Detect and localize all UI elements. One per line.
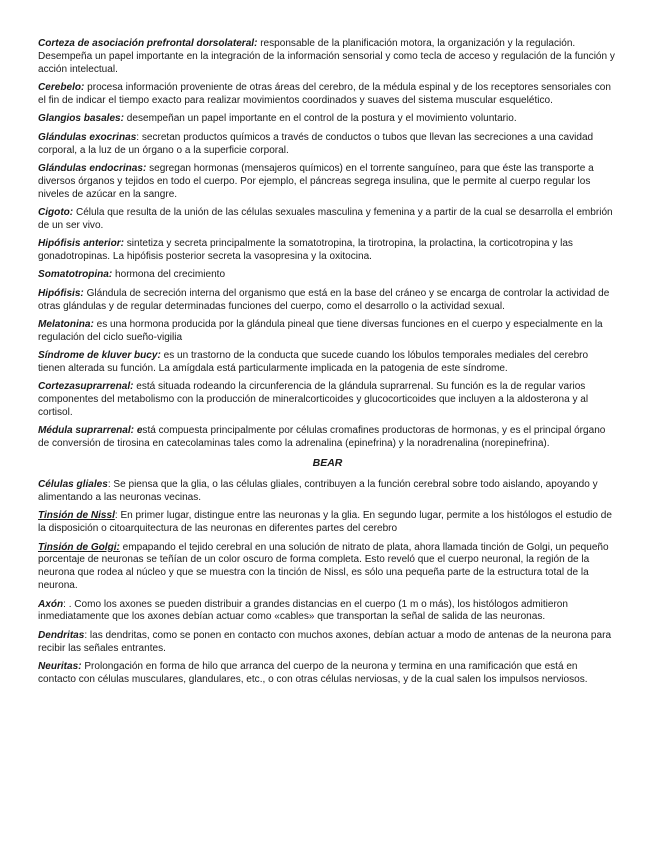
entry-dendritas bbox=[38, 630, 617, 656]
entry-term: Cortezasuprarrenal: bbox=[38, 381, 134, 393]
entry-term: Glangios basales: bbox=[38, 113, 124, 125]
entry-neuritas bbox=[38, 661, 617, 687]
entry-term: Cigoto: bbox=[38, 206, 74, 218]
entry-text: responsable de la planificación motora, la organización y la regulación. Desempeña un papel importante en la integración de la información sensorial y como tecla de acceso y regulación de la función y acción intelectual. bbox=[38, 38, 615, 75]
entry-term: Hipófisis: bbox=[38, 287, 84, 299]
entry-text: desempeñan un papel importante en el control de la postura y el movimiento voluntario. bbox=[124, 113, 517, 125]
entry-hipofisis bbox=[38, 288, 617, 314]
entry-term: Axón bbox=[38, 598, 64, 610]
entry-melatonina bbox=[38, 319, 617, 345]
entry-term: Síndrome de kluver bucy: bbox=[38, 350, 161, 362]
entry-text: Glándula de secreción interna del organismo que está en la base del cráneo y se encarga de controlar la actividad de otras glándulas y de regular determinadas funciones del cuerpo, como el desarrollo o la actividad sexual. bbox=[38, 287, 610, 312]
entry-glandulas-endocrinas bbox=[38, 163, 617, 202]
entry-cerebelo bbox=[38, 82, 617, 108]
entry-text: hormona del crecimiento bbox=[112, 269, 226, 281]
entry-term: Glándulas endocrinas: bbox=[38, 162, 147, 174]
entry-term: Dendritas bbox=[38, 629, 85, 641]
entry-text: : . Como los axones se pueden distribuir a grandes distancias en el cuerpo (1 m o más), los histólogos admitieron inmediatamente que los axones debían actuar como «cables» que transportan la señal de salida de las neuronas. bbox=[38, 598, 568, 623]
entry-text: empapando el tejido cerebral en una solución de nitrato de plata, ahora llamada tinción de Golgi, un pequeño porcentaje de neuronas se teñían de un color oscuro de forma completa. Esto reveló que el cuerpo neuronal, la región de la neurona que rodea al núcleo y que se muestra con la tinción de Nissl, es sólo una pequeña parte de la estructura total de la neurona. bbox=[38, 541, 609, 592]
entry-text: sintetiza y secreta principalmente la somatotropina, la tirotropina, la prolactina, la corticotropina y las gonadotropinas. La hipófisis posterior secreta la vasopresina y la oxitocina. bbox=[38, 238, 573, 263]
entry-tinsion-golgi bbox=[38, 542, 617, 594]
entry-text: Célula que resulta de la unión de las células sexuales masculina y femenina y a partir de la cual se desarrolla el embrión de un ser vivo. bbox=[38, 206, 613, 231]
section-heading: BEAR bbox=[312, 457, 343, 470]
entry-text: es un trastorno de la conducta que sucede cuando los lóbulos temporales mediales del cerebro tienen alterada su función. La amígdala está particularmente implicada en la patogenia de este síndrome. bbox=[38, 350, 589, 374]
entry-hipofisis-anterior bbox=[38, 238, 617, 264]
entry-term: Médula suprarrenal: e bbox=[38, 425, 143, 437]
entry-term: Hipófisis anterior: bbox=[38, 238, 124, 250]
entry-term: Corteza de asociación prefrontal dorsolateral: bbox=[38, 38, 258, 49]
entry-corteza-prefrontal bbox=[38, 38, 617, 77]
entry-term: Cerebelo: bbox=[38, 82, 85, 94]
entry-cigoto bbox=[38, 207, 617, 233]
entry-text: Prolongación en forma de hilo que arranca del cuerpo de la neurona y termina en una ramificación que está en contacto con células musculares, glandulares, etc., o con otras células nerviosas, y de la cual salen los impulsos nerviosos. bbox=[38, 660, 588, 685]
entry-term: Neuritas: bbox=[38, 660, 82, 672]
entry-text: está situada rodeando la circunferencia de la glándula suprarrenal. Su función es la de regular varios componentes del metabolismo con la producción de mineralcorticoides y glucocorticoides que incluyen a la aldosterona y al cortisol. bbox=[38, 381, 589, 419]
entry-somatotropina bbox=[38, 269, 617, 282]
entry-term: Glándulas exocrinas bbox=[38, 131, 137, 143]
entry-axon bbox=[38, 599, 617, 625]
entry-term: Tinsión de Nissl bbox=[38, 510, 115, 522]
entry-text: stá compuesta principalmente por células cromafines productoras de hormonas, y es el principal órgano de conversión de tirosina en catecolaminas tales como la adrenalina (epinefrina) y la noradrenalina (norepinefrina). bbox=[38, 425, 606, 450]
entry-term: Tinsión de Golgi: bbox=[38, 541, 120, 553]
entry-medula-suprarrenal bbox=[38, 425, 617, 451]
entry-text: segregan hormonas (mensajeros químicos) en el torrente sanguíneo, para que éste las transporte a diversos órganos y tejidos en todo el cuerpo. Por ejemplo, el páncreas segrega insulina, que le permite al cuerpo regular los niveles de azúcar en la sangre. bbox=[38, 162, 594, 200]
entry-text: procesa información proveniente de otras áreas del cerebro, de la médula espinal y de los receptores sensoriales con el fin de indicar el tiempo exacto para realizar movimientos coordinados y suaves del sistema muscular esquelético. bbox=[38, 82, 611, 107]
entry-text: : secretan productos químicos a través de conductos o tubos que llevan las secreciones a una cavidad corporal, a la luz de un órgano o a la superficie corporal. bbox=[38, 131, 594, 156]
entry-corteza-suprarrenal bbox=[38, 381, 617, 420]
entry-tinsion-nissl bbox=[38, 510, 617, 536]
entry-glangios-basales bbox=[38, 113, 617, 126]
entry-term: Somatotropina: bbox=[38, 269, 113, 281]
entry-text: : En primer lugar, distingue entre las neuronas y la glia. En segundo lugar, permite a los histólogos el estudio de la disposición o citoarquitectura de las neuronas en diferentes partes del cerebro bbox=[38, 510, 612, 535]
entry-term: Melatonina: bbox=[38, 318, 94, 330]
entry-text: : Se piensa que la glia, o las células gliales, contribuyen a la función cerebral sobre todo aislando, apoyando y alimentando a las neuronas vecinas. bbox=[38, 479, 598, 504]
entry-term: Células gliales bbox=[38, 479, 108, 491]
entry-text: : las dendritas, como se ponen en contacto con muchos axones, debían actuar a modo de antenas de la neurona para recibir las señales entrantes. bbox=[38, 629, 612, 654]
entry-celulas-gliales bbox=[38, 479, 617, 505]
entry-sindrome-kluver-bucy bbox=[38, 350, 617, 376]
entry-text: es una hormona producida por la glándula pineal que tiene diversas funciones en el cuerpo y especialmente en la regulación del ciclo sueño-vigilia bbox=[38, 318, 603, 343]
entry-glandulas-exocrinas bbox=[38, 132, 617, 158]
